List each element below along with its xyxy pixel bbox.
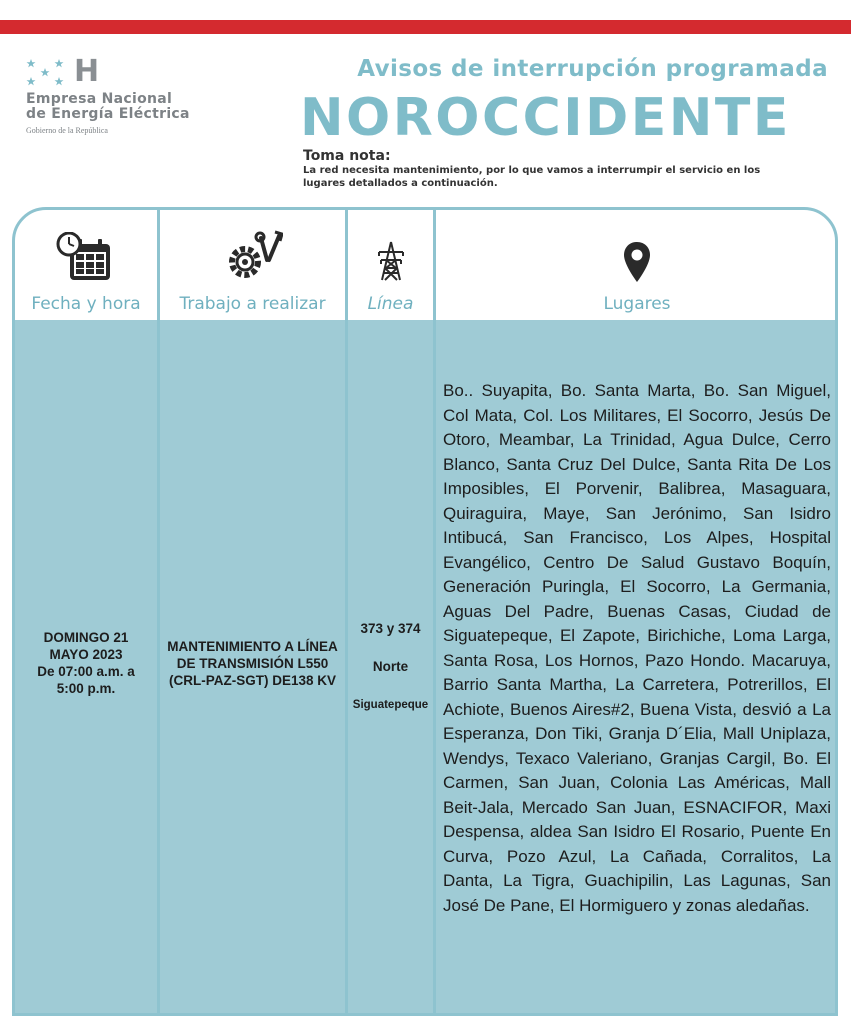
notice-subtitle: Avisos de interrupción programada: [357, 56, 828, 82]
column-line: [348, 210, 433, 1013]
cell-date: [15, 320, 157, 1013]
org-name-line2: de Energía Eléctrica: [26, 106, 190, 122]
work-text: [160, 638, 345, 689]
line-numbers: 373 y 374: [360, 621, 421, 636]
power-tower-icon: [376, 240, 406, 282]
org-name: [26, 92, 190, 122]
column-label-date: Fecha y hora: [31, 294, 141, 314]
places-text: Bo.. Suyapita, Bo. Santa Marta, Bo. San Miguel, Col Mata, Col. Los Militares, El Socorro, Jesús De Otoro, Meambar, La Trinidad, Agua Dulce, Cerro Blanco, Santa Cruz Del Dulce, Santa Rita De Los Imposibles, El Porvenir, Balibrea, Masaguara, Quiraguira, Maye, San Jerónimo, San Isidro Intibucá, San Francisco, Los Alpes, Hospital Evangélico, Centro De Salud Gustavo Boquín, Generación Puringla, El Socorro, La Germania, Aguas Del Padre, Buenas Casas, Ciudad de Siguatepeque, El Zapote, Birichiche, Loma Larga, Santa Rosa, Los Hornos, Pazo Hondo. Macaruya, Barrio Santa Martha, La Carretera, Potrerillos, El Achiote, Buenos Aires#2, Buena Vista, desvió a La Esperanza, Don Tiki, Granja D´Elia, Mall Uniplaza, Wendys, Texaco Valeriano, Granjas Cargil, Bo. El Carmen, San Juan, Colonia Las Américas, Mall Beit-Jala, Mercado San Juan, ESNACIFOR, Maxi Despensa, aldea San Isidro El Rosario, Puente En Curva, Pozo Azul, La Cañada, Corralitos, La Danta, La Tigra, Guachipilin, Las Lagunas, San José De Pane, El Hormiguero y zonas aledañas.: [443, 381, 831, 915]
cell-work: [160, 320, 345, 1013]
column-label-line: Línea: [367, 294, 414, 314]
line-zone: Norte: [372, 659, 409, 674]
column-header-date: [15, 210, 157, 320]
column-header-work: [160, 210, 345, 320]
note-heading: Toma nota:: [303, 148, 391, 164]
org-name-line1: Empresa Nacional: [26, 91, 173, 107]
region-title: NOROCCIDENTE: [300, 88, 791, 148]
date-line: DOMINGO 21: [43, 630, 129, 645]
calendar-clock-icon: [56, 232, 116, 284]
column-header-places: [436, 210, 838, 320]
work-line: MANTENIMIENTO A LÍNEA: [167, 639, 338, 654]
column-label-work: Trabajo a realizar: [179, 294, 326, 314]
org-subtitle: Gobierno de la República: [26, 126, 108, 135]
date-line: De 07:00 a.m. a: [37, 664, 135, 679]
date-text: [15, 629, 157, 697]
line-city: Siguatepeque: [352, 699, 429, 711]
note-body: La red necesita mantenimiento, por lo que vamos a interrumpir el servicio en los lugares detallados a continuación.: [303, 165, 761, 189]
date-line: MAYO 2023: [49, 647, 123, 662]
top-accent-bar: [0, 20, 851, 34]
cell-places: [436, 320, 838, 1013]
date-line: 5:00 p.m.: [56, 681, 116, 696]
location-pin-icon: [622, 240, 652, 284]
column-date: [15, 210, 157, 1013]
stars-icon: [26, 58, 70, 88]
logo-mark: H: [74, 54, 100, 89]
column-label-places: Lugares: [603, 294, 671, 314]
outage-table: [12, 207, 838, 1016]
gears-tools-icon: [223, 230, 283, 282]
column-work: [160, 210, 345, 1013]
work-line: DE TRANSMISIÓN L550: [176, 656, 329, 671]
work-line: (CRL-PAZ-SGT) DE138 KV: [168, 673, 336, 688]
cell-line: [348, 320, 433, 1013]
enee-logo: [26, 54, 236, 138]
column-header-line: [348, 210, 433, 320]
column-places: [436, 210, 838, 1013]
